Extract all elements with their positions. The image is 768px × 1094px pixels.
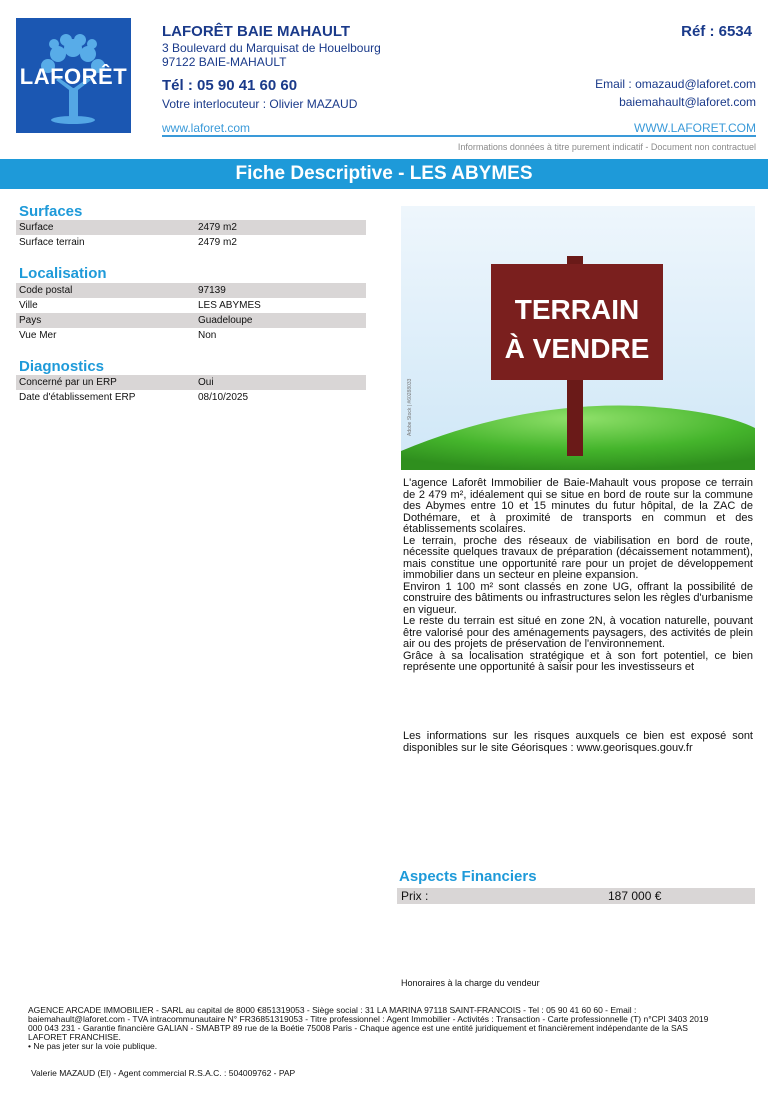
description-paragraph: Grâce à sa localisation stratégique et à son fort potentiel, ce bien représente une opportunité à saisir pour les investisseurs et <box>403 649 753 673</box>
email-contact[interactable]: Email : omazaud@laforet.com <box>595 77 756 91</box>
email-agency[interactable]: baiemahault@laforet.com <box>619 95 756 109</box>
row-value: Oui <box>198 377 214 388</box>
property-photo <box>401 206 755 470</box>
row-value: 2479 m2 <box>198 237 237 248</box>
row-value: 2479 m2 <box>198 222 237 233</box>
table-row <box>16 328 366 343</box>
sign-line2: À VENDRE <box>504 333 650 364</box>
phone-number: Tél : 05 90 41 60 60 <box>162 77 298 94</box>
website-link-right[interactable]: WWW.LAFORET.COM <box>634 121 756 135</box>
description-paragraph: L'agence Laforêt Immobilier de Baie-Mahault vous propose ce terrain de 2 479 m², idéalement qui se situe en bord de route sur la commune des Abymes entre 10 et 15 minutes du futur hôpital, de la ZAC de Dothémare, et à proximité de transports en commun et des établissements scolaires. <box>403 477 753 535</box>
contact-person: Votre interlocuteur : Olivier MAZAUD <box>162 97 358 111</box>
laforet-logo <box>16 18 131 133</box>
legal-footer <box>28 1006 728 1051</box>
price-row <box>397 888 755 904</box>
row-label: Surface terrain <box>19 237 85 248</box>
surfaces-table <box>16 220 366 250</box>
description-paragraph: Le terrain, proche des réseaux de viabilisation en bord de route, nécessite quelques travaux de préparation (décaissement notamment), mais constitue une opportunité rare pour un projet de développement immobilier dans un secteur en pleine expansion. <box>403 534 753 581</box>
price-value: 187 000 € <box>608 889 662 903</box>
header-divider <box>162 135 756 137</box>
sign-line1: TERRAIN <box>514 294 640 325</box>
table-row <box>16 298 366 313</box>
row-label: Ville <box>19 300 38 311</box>
section-title-surfaces: Surfaces <box>19 203 83 220</box>
footer-line: 000 043 231 - Garantie financière GALIAN - SMABTP 89 rue de la Boétie 75008 Paris - Chaque agence est une entité juridiquement et financièrement indépendante de la SAS <box>28 1023 688 1033</box>
section-title-financial: Aspects Financiers <box>399 868 537 885</box>
row-value: 97139 <box>198 285 226 296</box>
description-paragraph: Environ 1 100 m² sont classés en zone UG, offrant la possibilité de construire des bâtiments ou infrastructures selon les règles d'urbanisme en vigueur. <box>403 580 753 616</box>
table-row <box>16 283 366 298</box>
row-label: Surface <box>19 222 54 233</box>
reference-number: Réf : 6534 <box>681 23 752 40</box>
table-row <box>16 390 366 405</box>
footer-line: LAFORET FRANCHISE. <box>28 1032 121 1042</box>
row-label: Concerné par un ERP <box>19 377 117 388</box>
footer-line: AGENCE ARCADE IMMOBILIER - SARL au capital de 8000 €851319053 - Siège social : 31 LA MARINA 97118 SAINT-FRANCOIS - Tel : 05 90 41 60 60 - Email : <box>28 1005 637 1015</box>
table-row <box>16 313 366 328</box>
row-value: Non <box>198 330 217 341</box>
property-description <box>403 478 753 674</box>
section-title-localisation: Localisation <box>19 265 107 282</box>
row-value: LES ABYMES <box>198 300 261 311</box>
row-label: Pays <box>19 315 42 326</box>
row-label: Vue Mer <box>19 330 57 341</box>
footer-line: • Ne pas jeter sur la voie publique. <box>28 1041 158 1051</box>
section-title-diagnostics: Diagnostics <box>19 358 105 375</box>
row-value: Guadeloupe <box>198 315 253 326</box>
photo-watermark: Adobe Stock | #60288033 <box>407 378 413 436</box>
row-label: Date d'établissement ERP <box>19 392 136 403</box>
address-line2: 97122 BAIE-MAHAULT <box>162 55 287 69</box>
table-row <box>16 220 366 235</box>
row-label: Code postal <box>19 285 73 296</box>
table-row <box>16 375 366 390</box>
price-label: Prix : <box>401 889 429 903</box>
page-title: Fiche Descriptive - LES ABYMES <box>0 159 768 189</box>
agency-name: LAFORÊT BAIE MAHAULT <box>162 23 351 40</box>
row-value: 08/10/2025 <box>198 392 249 403</box>
fees-notice: Honoraires à la charge du vendeur <box>401 978 540 988</box>
logo-text: LAFORÊT <box>19 64 128 89</box>
description-paragraph: Le reste du terrain est situé en zone 2N, à vocation naturelle, pouvant être valorisé pour des aménagements paysagers, des activités de plein air ou des projets de préservation de l'environnement. <box>403 615 753 650</box>
website-link-left[interactable]: www.laforet.com <box>162 121 251 135</box>
address-line1: 3 Boulevard du Marquisat de Houelbourg <box>162 41 381 55</box>
disclaimer: Informations données à titre purement indicatif - Document non contractuel <box>457 142 756 152</box>
agent-info: Valerie MAZAUD (EI) - Agent commercial R.S.A.C. : 504009762 - PAP <box>31 1068 296 1078</box>
diagnostics-table <box>16 375 366 405</box>
footer-line: baiemahault@laforet.com - TVA intracommunautaire N° FR36851319053 - Titre professionnel : Agent Immobilier - Activités : Transaction - Carte professionnelle (T) n°CPI 3403 2019 <box>28 1014 709 1024</box>
risks-notice: Les informations sur les risques auxquels ce bien est exposé sont disponibles sur le site Géorisques : www.georisques.gouv.fr <box>403 730 753 754</box>
localisation-table <box>16 283 366 343</box>
table-row <box>16 235 366 250</box>
